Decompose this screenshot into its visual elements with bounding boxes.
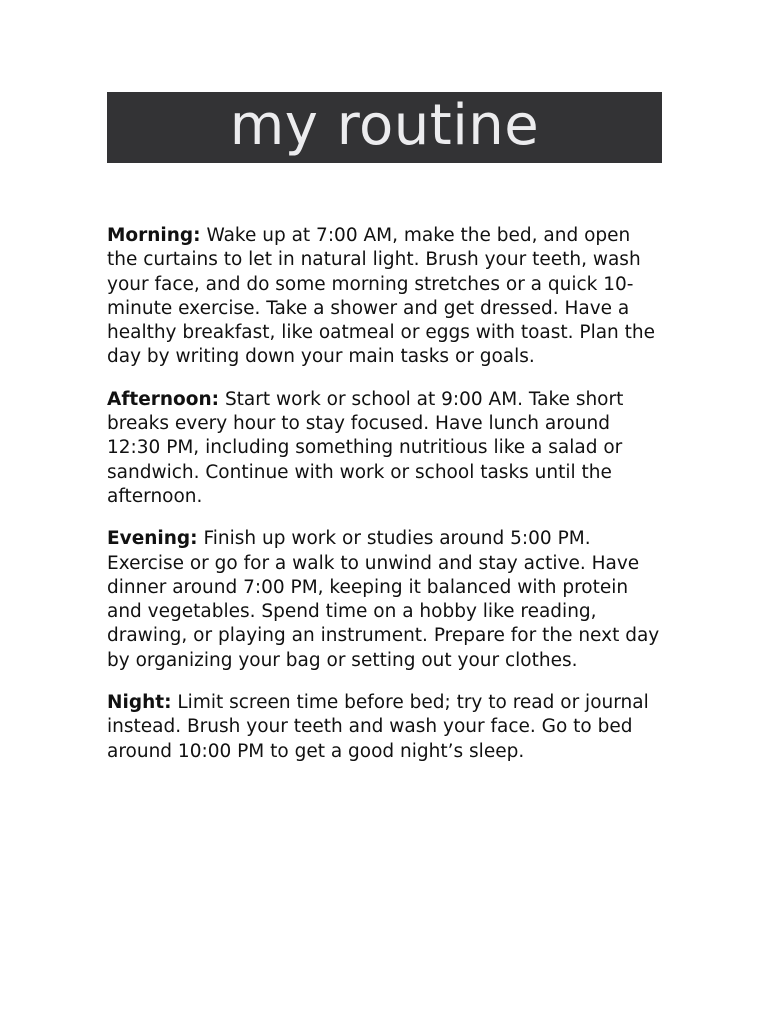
section-evening <box>107 527 663 673</box>
section-label: Morning: <box>107 225 201 246</box>
title-banner <box>107 92 662 163</box>
section-label: Afternoon: <box>107 388 220 410</box>
section-text: Wake up at 7:00 AM, make the bed, and open the curtains to let in natural light. Brush your teeth, wash your face, and do some morning stretches or a quick 10-minute exercise. Take a shower and get dressed. Have a healthy breakfast, like oatmeal or eggs with toast. Plan the day by writing down your main tasks or goals. <box>107 225 656 368</box>
section-afternoon <box>107 388 663 509</box>
page-title: my routine <box>229 92 540 158</box>
section-night <box>107 691 663 764</box>
section-label: Evening: <box>107 528 198 550</box>
section-morning <box>107 224 663 370</box>
section-text: Limit screen time before bed; try to read or journal instead. Brush your teeth and wash your face. Go to bed around 10:00 PM to get a good night’s sleep. <box>107 692 649 762</box>
routine-body <box>107 224 663 782</box>
section-text: Finish up work or studies around 5:00 PM. Exercise or go for a walk to unwind and stay active. Have dinner around 7:00 PM, keeping it balanced with protein and vegetables. Spend time on a hobby like reading, drawing, or playing an instrument. Prepare for the next day by organizing your bag or setting out your clothes. <box>107 528 660 671</box>
section-label: Night: <box>107 692 172 714</box>
section-text: Start work or school at 9:00 AM. Take short breaks every hour to stay focused. Have lunch around 12:30 PM, including something nutritious like a salad or sandwich. Continue with work or school tasks until the afternoon. <box>107 388 624 507</box>
